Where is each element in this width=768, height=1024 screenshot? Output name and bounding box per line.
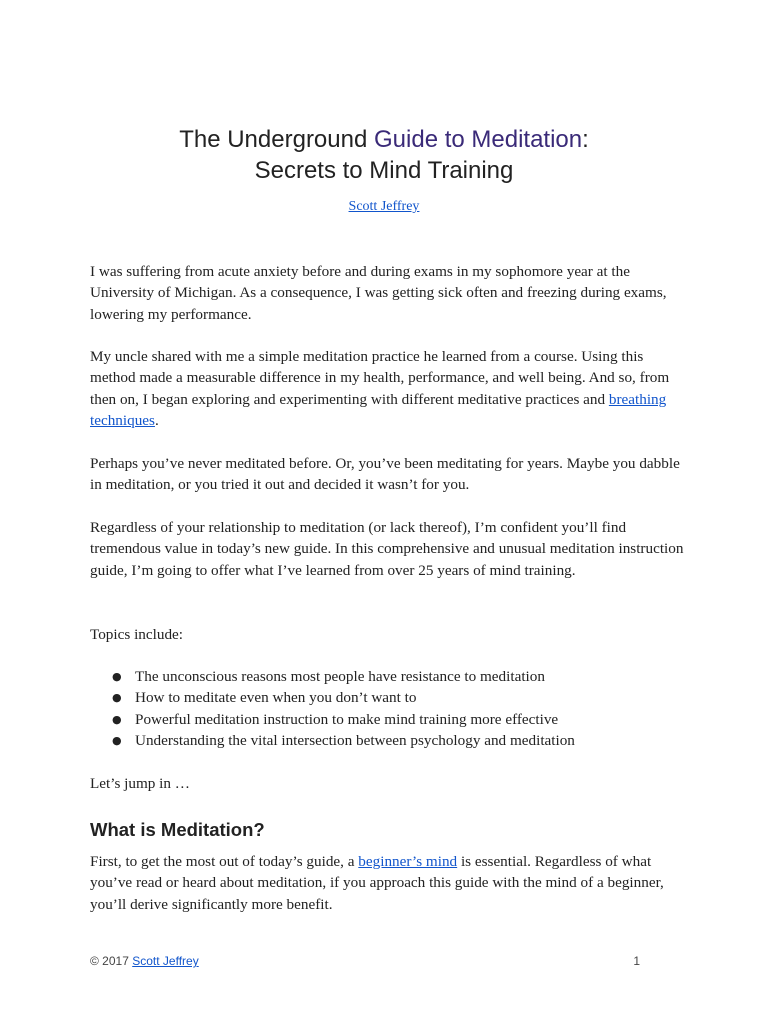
paragraph-7-text: First, to get the most out of today’s guide, a bbox=[90, 853, 359, 870]
paragraph-2-end: . bbox=[154, 411, 159, 429]
paragraph-4: Regardless of your relationship to meditation (or lack thereof), I’m confident you’ll find tremendous value in today’s new guide. In this comprehensive and unusual meditation instruction guide, I’m going to offer what I’ve learned from over 25 years of mind training. bbox=[90, 519, 684, 579]
document-title bbox=[0, 124, 768, 186]
list-item-text: Powerful meditation instruction to make mind training more effective bbox=[135, 710, 559, 728]
section-heading: What is Meditation? bbox=[90, 819, 265, 840]
paragraph-7-end: is essential. Regardless of what you’ve read or heard about meditation, if you approach this guide with the mind of a beginner, you’ll derive significantly more benefit. bbox=[90, 853, 664, 913]
bullet-icon: ● bbox=[112, 691, 122, 705]
copyright-text: © 2017 bbox=[90, 954, 133, 968]
paragraph-1: I was suffering from acute anxiety before and during exams in my sophomore year at the University of Michigan. As a consequence, I was getting sick often and freezing during exams, lowering my performance. bbox=[90, 263, 667, 323]
title-line-1 bbox=[0, 124, 768, 155]
topics-list bbox=[90, 666, 690, 751]
topics-intro: Topics include: bbox=[90, 626, 183, 643]
list-item bbox=[90, 730, 690, 751]
breathing-techniques-link[interactable]: breathing techniques bbox=[90, 390, 667, 429]
beginners-mind-link[interactable]: beginner’s mind bbox=[358, 853, 458, 870]
list-item-text: The unconscious reasons most people have resistance to meditation bbox=[135, 668, 545, 685]
bullet-icon: ● bbox=[112, 733, 122, 747]
list-item-text: How to meditate even when you don’t want to bbox=[135, 689, 417, 707]
paragraph-2 bbox=[90, 346, 690, 431]
title-prefix: The Underground bbox=[179, 126, 374, 153]
paragraph-jump-in: Let’s jump in … bbox=[90, 775, 190, 792]
title-accent: Guide to Meditation bbox=[374, 126, 583, 153]
list-item bbox=[90, 687, 690, 708]
list-item bbox=[90, 666, 690, 687]
bullet-icon: ● bbox=[112, 670, 122, 683]
paragraph-2-text: My uncle shared with me a simple meditation practice he learned from a course. Using this method made a measurable difference in my health, performance, and well being. And so, from then on, I began exploring and experimenting with different meditative practices and bbox=[90, 348, 670, 408]
list-item bbox=[90, 709, 690, 730]
footer-author-link[interactable]: Scott Jeffrey bbox=[132, 954, 199, 968]
paragraph-3: Perhaps you’ve never meditated before. Or, you’ve been meditating for years. Maybe you dabble in meditation, or you tried it out and decided it wasn’t for you. bbox=[90, 455, 680, 494]
paragraph-beginners-mind bbox=[90, 851, 690, 915]
list-item-text: Understanding the vital intersection between psychology and meditation bbox=[135, 731, 575, 749]
page-footer bbox=[90, 953, 640, 969]
title-suffix: : bbox=[582, 126, 589, 153]
bullet-icon: ● bbox=[112, 712, 122, 726]
title-line-2: Secrets to Mind Training bbox=[254, 157, 514, 184]
author-link[interactable]: Scott Jeffrey bbox=[348, 199, 420, 214]
page-number: 1 bbox=[633, 954, 640, 968]
author-byline bbox=[0, 199, 768, 215]
